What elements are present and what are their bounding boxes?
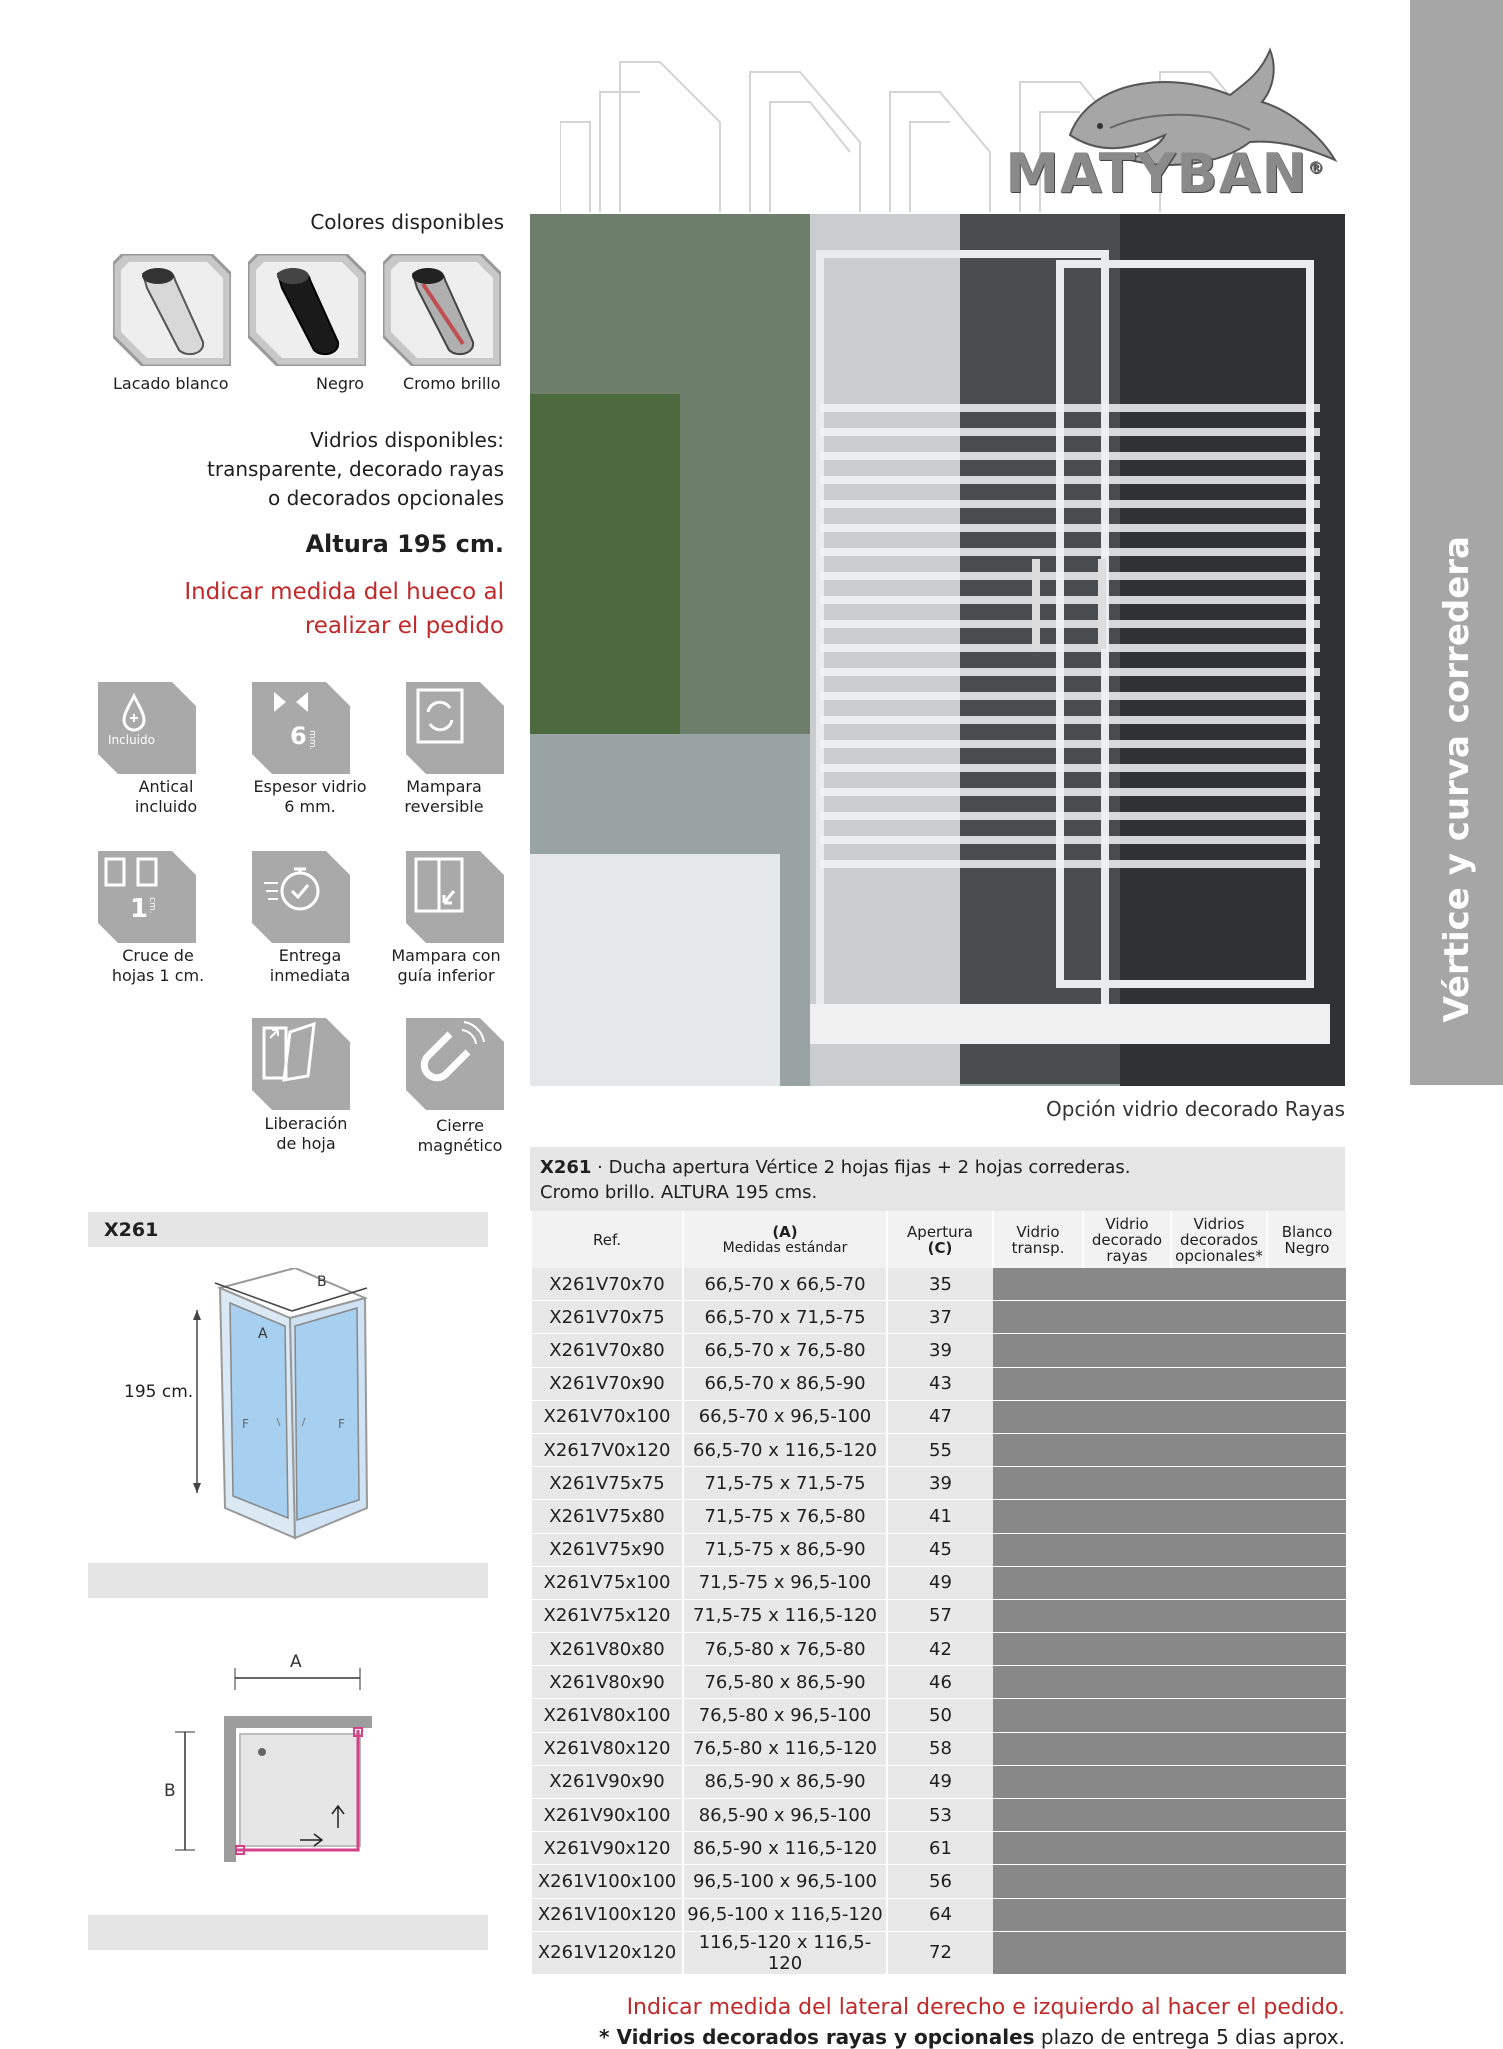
grey-bar-3 (88, 1915, 488, 1950)
row-price-cell (1267, 1334, 1346, 1367)
row-opening: 42 (887, 1633, 993, 1666)
feature-label-overlap: Cruce de hojas 1 cm. (111, 946, 205, 985)
door-release-icon (252, 1018, 350, 1110)
table-row (531, 1832, 1346, 1865)
row-measures: 66,5-70 x 116,5-120 (683, 1433, 887, 1466)
row-price-cell (993, 1931, 1083, 1974)
row-price-cell (1171, 1732, 1267, 1765)
row-opening: 35 (887, 1268, 993, 1301)
row-ref: X261V90x100 (531, 1799, 683, 1832)
row-price-cell (993, 1898, 1083, 1931)
row-measures: 71,5-75 x 86,5-90 (683, 1533, 887, 1566)
row-price-cell (1267, 1400, 1346, 1433)
col-ref: Ref. (531, 1211, 683, 1268)
row-ref: X261V120x120 (531, 1931, 683, 1974)
row-price-cell (1171, 1666, 1267, 1699)
table-row (531, 1433, 1346, 1466)
row-price-cell (1171, 1765, 1267, 1798)
row-price-cell (1083, 1301, 1171, 1334)
row-measures: 66,5-70 x 76,5-80 (683, 1334, 887, 1367)
svg-text:cm.: cm. (147, 897, 157, 914)
row-price-cell (1083, 1467, 1171, 1500)
row-price-cell (1083, 1599, 1171, 1632)
row-price-cell (1171, 1301, 1267, 1334)
row-price-cell (1083, 1433, 1171, 1466)
row-opening: 49 (887, 1566, 993, 1599)
row-ref: X261V100x100 (531, 1865, 683, 1898)
row-price-cell (1171, 1334, 1267, 1367)
table-row (531, 1765, 1346, 1798)
row-price-cell (1083, 1633, 1171, 1666)
row-ref: X261V70x75 (531, 1301, 683, 1334)
row-price-cell (1171, 1400, 1267, 1433)
row-ref: X261V90x90 (531, 1765, 683, 1798)
row-opening: 46 (887, 1666, 993, 1699)
row-ref: X261V75x75 (531, 1467, 683, 1500)
row-measures: 71,5-75 x 76,5-80 (683, 1500, 887, 1533)
overlap-icon (98, 851, 196, 943)
col-measures: (A) Medidas estándar (683, 1211, 887, 1268)
col-glass-optional: Vidrios decorados opcionales* (1171, 1211, 1267, 1268)
row-price-cell (993, 1765, 1083, 1798)
table-row (531, 1699, 1346, 1732)
measurements-table (530, 1211, 1346, 1975)
row-price-cell (993, 1533, 1083, 1566)
row-price-cell (1171, 1599, 1267, 1632)
svg-text:6: 6 (290, 722, 307, 750)
stopwatch-icon (252, 851, 350, 943)
height-dimension: 195 cm. (124, 1382, 194, 1402)
row-price-cell (1267, 1433, 1346, 1466)
color-swatch-chrome (383, 254, 501, 366)
bottom-guide-icon (406, 851, 504, 943)
row-ref: X2617V0x120 (531, 1433, 683, 1466)
row-price-cell (1267, 1898, 1346, 1931)
color-swatch-white (113, 254, 231, 366)
row-price-cell (1083, 1566, 1171, 1599)
table-row (531, 1865, 1346, 1898)
feature-label-release: Liberación de hoja (264, 1114, 348, 1153)
row-measures: 71,5-75 x 71,5-75 (683, 1467, 887, 1500)
row-price-cell (993, 1400, 1083, 1433)
svg-text:A: A (290, 1652, 302, 1672)
svg-text:F: F (242, 1417, 249, 1431)
col-glass-stripes: Vidrio decorado rayas (1083, 1211, 1171, 1268)
product-photo (530, 214, 1345, 1086)
row-price-cell (993, 1566, 1083, 1599)
feature-label-delivery: Entrega inmediata (269, 946, 351, 985)
side-tab-label: Vértice y curva corredera (1436, 536, 1477, 1023)
brand-name: MATYBAN® (1005, 142, 1325, 205)
row-opening: 45 (887, 1533, 993, 1566)
row-price-cell (1083, 1666, 1171, 1699)
row-opening: 47 (887, 1400, 993, 1433)
row-price-cell (993, 1334, 1083, 1367)
glass-options: Vidrios disponibles: transparente, decorado rayas o decorados opcionales (207, 428, 504, 510)
table-row (531, 1633, 1346, 1666)
row-opening: 56 (887, 1865, 993, 1898)
row-price-cell (1267, 1765, 1346, 1798)
row-price-cell (993, 1699, 1083, 1732)
row-price-cell (1267, 1666, 1346, 1699)
row-price-cell (993, 1666, 1083, 1699)
row-price-cell (1171, 1467, 1267, 1500)
table-row (531, 1400, 1346, 1433)
row-measures: 116,5-120 x 116,5-120 (683, 1931, 887, 1974)
row-price-cell (993, 1301, 1083, 1334)
row-price-cell (993, 1268, 1083, 1301)
row-price-cell (1171, 1268, 1267, 1301)
table-row (531, 1898, 1346, 1931)
col-white-black: Blanco Negro (1267, 1211, 1346, 1268)
row-price-cell (1171, 1633, 1267, 1666)
row-price-cell (1267, 1599, 1346, 1632)
anti-limescale-icon (98, 682, 196, 774)
row-ref: X261V75x90 (531, 1533, 683, 1566)
row-price-cell (1171, 1832, 1267, 1865)
row-price-cell (993, 1865, 1083, 1898)
row-price-cell (1171, 1566, 1267, 1599)
row-ref: X261V75x100 (531, 1566, 683, 1599)
row-price-cell (993, 1500, 1083, 1533)
row-price-cell (1171, 1699, 1267, 1732)
row-price-cell (1267, 1500, 1346, 1533)
row-price-cell (1267, 1467, 1346, 1500)
price-table (530, 1147, 1345, 1975)
table-row (531, 1599, 1346, 1632)
row-price-cell (993, 1832, 1083, 1865)
glass-thickness-icon (252, 682, 350, 774)
row-price-cell (1267, 1533, 1346, 1566)
row-price-cell (1267, 1865, 1346, 1898)
height-label: Altura 195 cm. (305, 530, 504, 558)
row-price-cell (1083, 1732, 1171, 1765)
row-measures: 86,5-90 x 96,5-100 (683, 1799, 887, 1832)
row-measures: 96,5-100 x 96,5-100 (683, 1865, 887, 1898)
row-ref: X261V75x80 (531, 1500, 683, 1533)
row-price-cell (993, 1367, 1083, 1400)
table-row (531, 1467, 1346, 1500)
row-price-cell (1171, 1500, 1267, 1533)
row-ref: X261V100x120 (531, 1898, 683, 1931)
row-price-cell (1171, 1931, 1267, 1974)
enclosure-plan-diagram (140, 1650, 390, 1870)
table-row (531, 1666, 1346, 1699)
row-price-cell (1267, 1633, 1346, 1666)
row-price-cell (1171, 1433, 1267, 1466)
row-price-cell (1083, 1268, 1171, 1301)
side-tab-label-wrap (1410, 0, 1503, 1085)
svg-text:A: A (258, 1326, 268, 1342)
table-row (531, 1301, 1346, 1334)
row-opening: 58 (887, 1732, 993, 1765)
row-price-cell (993, 1799, 1083, 1832)
row-price-cell (993, 1633, 1083, 1666)
row-price-cell (993, 1599, 1083, 1632)
row-price-cell (1267, 1268, 1346, 1301)
row-opening: 39 (887, 1334, 993, 1367)
row-price-cell (1083, 1832, 1171, 1865)
footer-note-measure: Indicar medida del lateral derecho e izquierdo al hacer el pedido. (626, 1995, 1345, 2020)
enclosure-perspective-diagram (95, 1268, 395, 1548)
row-opening: 64 (887, 1898, 993, 1931)
table-header-row (531, 1211, 1346, 1268)
row-measures: 71,5-75 x 116,5-120 (683, 1599, 887, 1632)
svg-text:mm.: mm. (307, 730, 317, 751)
row-price-cell (1171, 1865, 1267, 1898)
color-label-black: Negro (316, 374, 364, 393)
row-measures: 76,5-80 x 86,5-90 (683, 1666, 887, 1699)
model-code: X261 (104, 1219, 159, 1241)
color-label-white: Lacado blanco (113, 374, 229, 393)
feature-label-reversible: Mampara reversible (404, 777, 484, 816)
row-price-cell (993, 1433, 1083, 1466)
row-price-cell (1171, 1799, 1267, 1832)
row-ref: X261V90x120 (531, 1832, 683, 1865)
feature-label-guide: Mampara con guía inferior (391, 946, 501, 985)
row-price-cell (1083, 1865, 1171, 1898)
row-price-cell (1083, 1533, 1171, 1566)
row-measures: 71,5-75 x 96,5-100 (683, 1566, 887, 1599)
table-row (531, 1566, 1346, 1599)
table-row (531, 1268, 1346, 1301)
table-row (531, 1799, 1346, 1832)
row-price-cell (1267, 1301, 1346, 1334)
table-row (531, 1533, 1346, 1566)
table-row (531, 1500, 1346, 1533)
svg-text:B: B (317, 1274, 327, 1290)
row-opening: 50 (887, 1699, 993, 1732)
feature-label-thickness: Espesor vidrio 6 mm. (253, 777, 367, 816)
row-price-cell (1083, 1699, 1171, 1732)
row-ref: X261V80x100 (531, 1699, 683, 1732)
photo-caption: Opción vidrio decorado Rayas (1046, 1097, 1345, 1121)
row-price-cell (1083, 1400, 1171, 1433)
row-price-cell (1171, 1533, 1267, 1566)
row-price-cell (1083, 1931, 1171, 1974)
row-price-cell (1267, 1732, 1346, 1765)
row-measures: 66,5-70 x 96,5-100 (683, 1400, 887, 1433)
svg-text:F: F (338, 1417, 345, 1431)
row-opening: 55 (887, 1433, 993, 1466)
svg-text:B: B (164, 1781, 176, 1801)
row-ref: X261V70x90 (531, 1367, 683, 1400)
table-row (531, 1367, 1346, 1400)
row-ref: X261V70x80 (531, 1334, 683, 1367)
row-measures: 76,5-80 x 116,5-120 (683, 1732, 887, 1765)
row-opening: 72 (887, 1931, 993, 1974)
svg-text:1: 1 (130, 894, 149, 924)
svg-text:Incluido: Incluido (108, 733, 155, 747)
row-opening: 37 (887, 1301, 993, 1334)
row-measures: 66,5-70 x 86,5-90 (683, 1367, 887, 1400)
reversible-icon (406, 682, 504, 774)
color-label-chrome: Cromo brillo (403, 374, 501, 393)
row-ref: X261V80x120 (531, 1732, 683, 1765)
row-measures: 76,5-80 x 96,5-100 (683, 1699, 887, 1732)
row-price-cell (1267, 1699, 1346, 1732)
row-ref: X261V70x100 (531, 1400, 683, 1433)
row-ref: X261V80x80 (531, 1633, 683, 1666)
row-price-cell (1083, 1334, 1171, 1367)
col-glass-clear: Vidrio transp. (993, 1211, 1083, 1268)
feature-label-magnetic: Cierre magnético (417, 1116, 503, 1155)
row-price-cell (993, 1732, 1083, 1765)
row-price-cell (1083, 1765, 1171, 1798)
row-price-cell (1267, 1799, 1346, 1832)
row-price-cell (1267, 1367, 1346, 1400)
row-opening: 43 (887, 1367, 993, 1400)
row-opening: 41 (887, 1500, 993, 1533)
table-title: X261 · Ducha apertura Vértice 2 hojas fijas + 2 hojas correderas. Cromo brillo. ALTURA 195 cms. (530, 1147, 1345, 1211)
table-row (531, 1931, 1346, 1974)
row-price-cell (1267, 1566, 1346, 1599)
measure-note: Indicar medida del hueco al realizar el pedido (184, 579, 504, 639)
row-measures: 96,5-100 x 116,5-120 (683, 1898, 887, 1931)
row-price-cell (1171, 1898, 1267, 1931)
row-price-cell (1171, 1367, 1267, 1400)
row-opening: 61 (887, 1832, 993, 1865)
color-swatch-black (248, 254, 366, 366)
row-price-cell (1083, 1367, 1171, 1400)
row-price-cell (1083, 1799, 1171, 1832)
table-row (531, 1732, 1346, 1765)
row-ref: X261V80x90 (531, 1666, 683, 1699)
table-row (531, 1334, 1346, 1367)
row-price-cell (993, 1467, 1083, 1500)
footer-note-delivery: * Vidrios decorados rayas y opcionales plazo de entrega 5 dias aprox. (599, 2025, 1345, 2049)
row-price-cell (1083, 1500, 1171, 1533)
colors-title: Colores disponibles (310, 210, 504, 234)
row-price-cell (1083, 1898, 1171, 1931)
row-opening: 49 (887, 1765, 993, 1798)
row-opening: 39 (887, 1467, 993, 1500)
row-measures: 86,5-90 x 116,5-120 (683, 1832, 887, 1865)
magnet-icon (406, 1018, 504, 1110)
row-ref: X261V75x120 (531, 1599, 683, 1632)
row-measures: 86,5-90 x 86,5-90 (683, 1765, 887, 1798)
feature-label-anticalc: Antical incluido (134, 777, 198, 816)
row-ref: X261V70x70 (531, 1268, 683, 1301)
row-measures: 76,5-80 x 76,5-80 (683, 1633, 887, 1666)
col-opening: Apertura (C) (887, 1211, 993, 1268)
row-opening: 57 (887, 1599, 993, 1632)
row-measures: 66,5-70 x 71,5-75 (683, 1301, 887, 1334)
row-price-cell (1267, 1931, 1346, 1974)
row-opening: 53 (887, 1799, 993, 1832)
row-measures: 66,5-70 x 66,5-70 (683, 1268, 887, 1301)
grey-bar-2 (88, 1563, 488, 1598)
row-price-cell (1267, 1832, 1346, 1865)
